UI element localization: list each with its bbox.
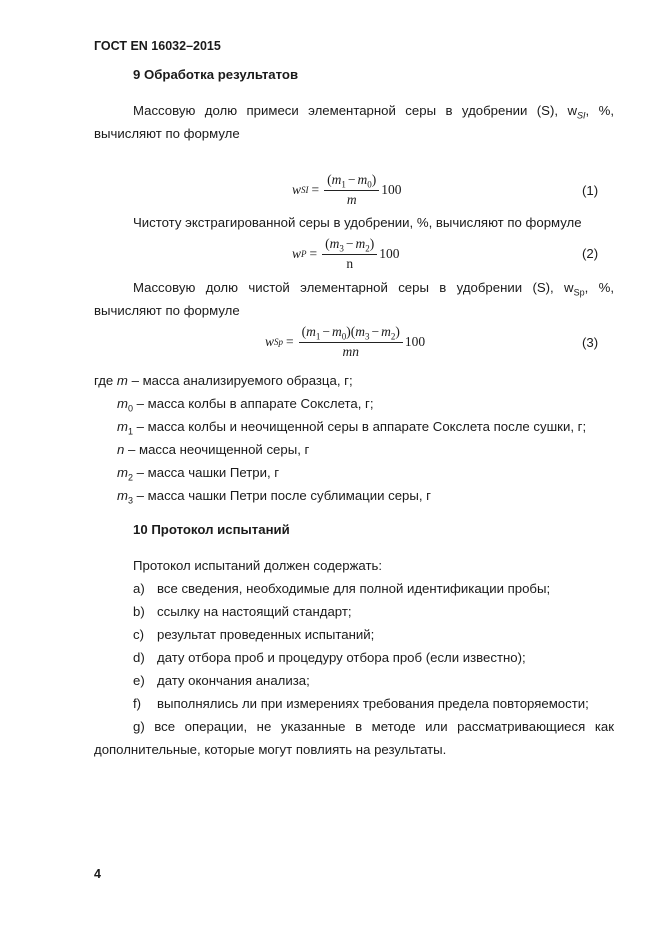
list-item-a [133,581,550,596]
where-item-4 [117,465,279,483]
list-item-b [133,604,352,619]
where-subscript: 0 [128,403,134,414]
list-item-d [133,650,526,665]
list-marker: e) [133,673,145,688]
f3-equals: = [286,334,294,349]
list-text: результат проведенных испытаний; [157,627,375,642]
f3-c: m [355,323,366,339]
list-item-g-line2: дополнительные, которые могут повлиять на результаты. [94,742,447,757]
where-text: – масса колбы и неочищенной серы в аппарате Сокслета после сушки, г; [133,419,587,434]
section-9-title: 9 Обработка результатов [133,67,299,82]
where-item-3 [117,442,309,460]
where-subscript: 2 [128,472,134,483]
where-text: – масса анализируемого образца, г; [127,373,353,388]
f2-factor: 100 [379,246,400,261]
f2-minus: − [345,235,354,251]
f3-lhs-sub: Sp [274,337,284,347]
where-subscript: 1 [128,426,134,437]
f1-equals: = [311,182,320,197]
list-item-f [133,696,589,711]
f1-num-a: m [331,171,342,187]
f3-minus-2: − [371,323,380,339]
f3-d: m [381,323,391,339]
where-symbol: m [117,396,128,411]
f2-den: n [346,256,354,272]
f3-b-sub: 0 [341,331,347,342]
where-item-2 [117,419,586,437]
f3-b: m [332,323,342,339]
f3-den: mn [342,344,360,360]
para1-subscript: SI [577,110,586,121]
f1-factor: 100 [381,182,402,197]
f1-num-b-sub: 0 [367,179,372,190]
f2-num-a-sub: 3 [339,243,344,254]
page-number: 4 [94,867,101,881]
where-prefix: где [94,373,114,388]
formula-1-number: (1) [582,183,599,198]
f1-lhs-sub: SI [301,185,309,195]
formula-3-number: (3) [582,335,599,350]
f2-denominator [343,255,356,272]
f3-lhs-var: w [265,334,275,349]
f1-lhs-var: w [292,182,302,197]
f1-minus: − [347,171,356,187]
where-symbol: m [116,373,128,388]
f3-c-sub: 3 [365,331,370,342]
list-item-e [133,673,310,688]
para1-text: Массовую долю примеси элементарной серы в удобрении (S), w [133,103,577,118]
list-marker: a) [133,581,145,596]
where-item-1 [117,396,374,414]
f1-num-b: m [357,171,368,187]
where-symbol: m [117,488,128,503]
para3-line1 [133,280,614,298]
f1-denominator [344,191,360,208]
section-10-intro: Протокол испытаний должен содержать: [133,558,383,573]
list-text: ссылку на настоящий стандарт; [157,604,352,619]
list-text: дату окончания анализа; [157,673,310,688]
f2-num-a: m [329,235,340,251]
where-text: – масса чашки Петри, г [133,465,280,480]
list-marker: b) [133,604,145,619]
f1-numerator: $(m_1 - m_0)$ [324,172,379,192]
list-marker: f) [133,696,142,711]
document-code-header: ГОСТ EN 16032–2015 [94,39,221,53]
where-item-0 [94,373,353,391]
list-text: дату отбора проб и процедуру отбора проб (если известно); [157,650,526,665]
f2-fraction [322,236,377,273]
f2-lhs-sub: P [301,249,307,259]
where-text: – масса неочищенной серы, г [124,442,310,457]
para1-line2: вычисляют по формуле [94,126,240,141]
f2-numerator: $(m_3 - m_2)$ [322,236,377,256]
where-symbol: n [117,442,125,457]
formula-1 [292,173,402,207]
list-text: все сведения, необходимые для полной идентификации пробы; [157,581,551,596]
para2: Чистоту экстрагированной серы в удобрении, %, вычисляют по формуле [133,215,582,230]
where-text: – масса колбы в аппарате Сокслета, г; [133,396,374,411]
f2-num-b-sub: 2 [365,243,370,254]
f2-equals: = [309,246,318,261]
f3-denominator [340,343,363,360]
para3-tail: , %, [584,280,615,295]
formula-3 [265,325,425,359]
where-symbol: m [117,419,128,434]
f3-fraction [299,324,403,361]
f3-a-sub: 1 [315,331,321,342]
f3-minus-1: − [322,323,331,339]
list-marker: c) [133,627,144,642]
para1-tail: , %, [585,103,615,118]
list-marker: d) [133,650,145,665]
where-item-5 [117,488,431,506]
para1-line1 [133,103,614,121]
list-text: выполнялись ли при измерениях требования предела повторяемости; [157,696,589,711]
f3-d-sub: 2 [390,331,396,342]
formula-2-number: (2) [582,246,599,261]
where-subscript: 3 [128,495,134,506]
para3-subscript: Sp [573,287,585,298]
f1-num-a-sub: 1 [341,179,346,190]
para3-line2: вычисляют по формуле [94,303,240,318]
f3-a: m [306,323,316,339]
f3-numerator: $(m_1 - m_0)(m_3 - m_2)$ [299,324,403,344]
where-text: – масса чашки Петри после сублимации серы, г [133,488,431,503]
para3-text: Массовую долю чистой элементарной серы в удобрении (S), w [133,280,574,295]
where-symbol: m [117,465,128,480]
f1-fraction [324,172,379,209]
f1-den: m [346,192,357,208]
formula-2 [292,237,400,271]
f2-num-b: m [355,235,366,251]
list-item-g-line1: g) все операции, не указанные в методе или рассматривающиеся как [133,719,614,734]
f2-lhs-var: w [292,246,302,261]
f3-factor: 100 [404,334,426,349]
list-item-c [133,627,374,642]
section-10-title: 10 Протокол испытаний [133,522,290,537]
